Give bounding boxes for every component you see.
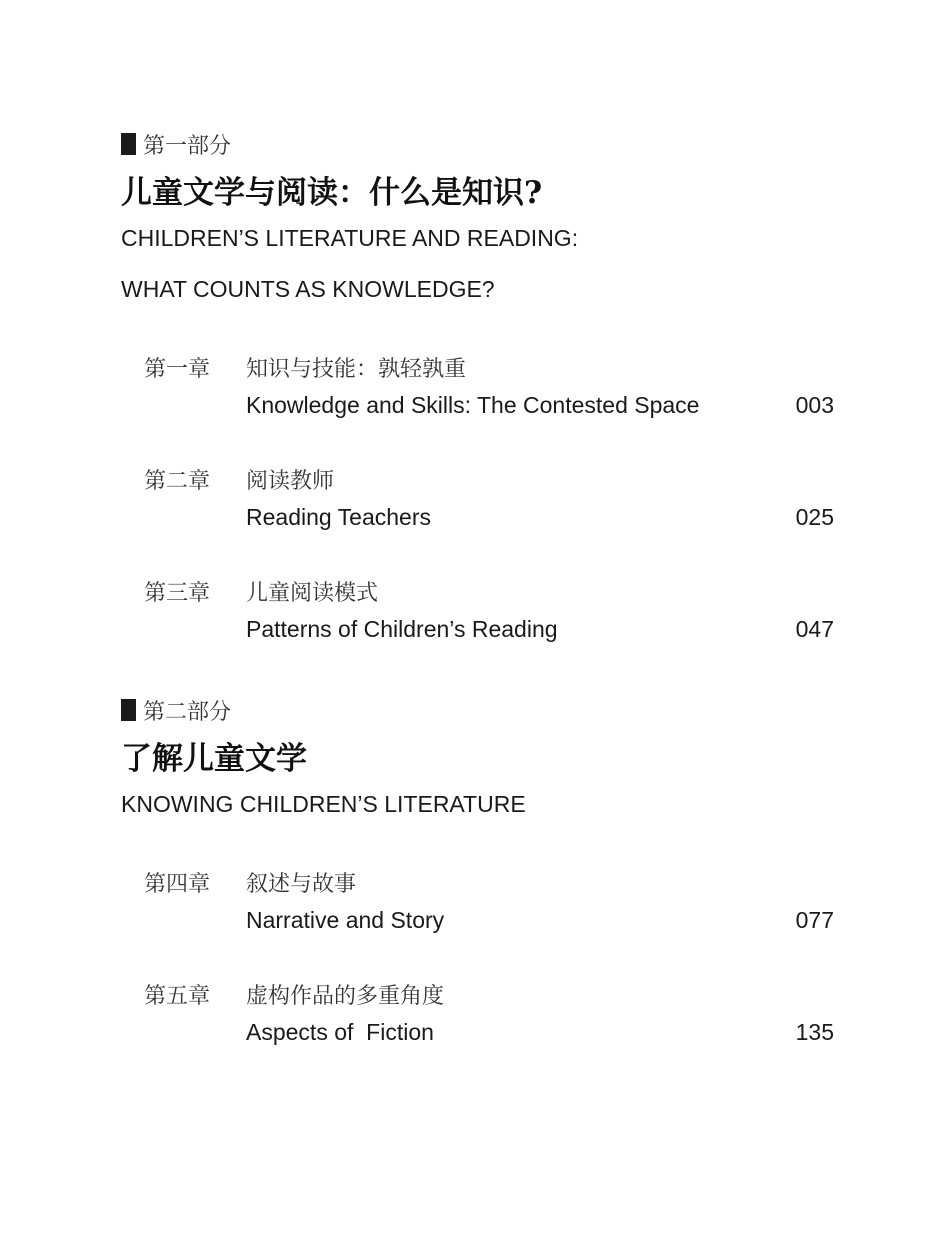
square-bullet-icon <box>121 133 136 155</box>
chapter-entry-5[interactable] <box>144 982 834 1052</box>
chapter-page-number: 003 <box>795 392 834 418</box>
chapter-title-english: Aspects of Fiction <box>246 1019 434 1045</box>
part-title-chinese: 儿童文学与阅读：什么是知识? <box>121 175 543 211</box>
chapter-title-chinese: 儿童阅读模式 <box>246 581 379 606</box>
chapter-number: 第二章 <box>144 469 211 494</box>
part-one-header <box>121 130 841 315</box>
chapter-number: 第一章 <box>144 357 211 382</box>
chapter-title-chinese: 知识与技能：孰轻孰重 <box>246 357 467 382</box>
chapter-number: 第三章 <box>144 581 211 606</box>
part-title-english-line-1: KNOWING CHILDREN’S LITERATURE <box>121 791 526 817</box>
part-label-text: 第一部分 <box>143 133 232 159</box>
chapter-entry-4[interactable] <box>144 870 834 940</box>
part-title-english-line-2: WHAT COUNTS AS KNOWLEDGE? <box>121 276 495 302</box>
part-title-english-line-1: CHILDREN’S LITERATURE AND READING: <box>121 225 579 251</box>
chapter-number: 第四章 <box>144 872 211 897</box>
chapter-title-english: Patterns of Children’s Reading <box>246 616 558 642</box>
chapter-entry-2[interactable] <box>144 467 834 537</box>
chapter-entry-1[interactable] <box>144 355 834 425</box>
chapter-page-number: 025 <box>795 504 834 530</box>
chapter-title-english: Reading Teachers <box>246 504 431 530</box>
chapter-page-number: 047 <box>795 616 834 642</box>
part-label <box>121 696 841 724</box>
chapter-title-chinese: 虚构作品的多重角度 <box>246 984 445 1009</box>
chapter-number: 第五章 <box>144 984 211 1009</box>
part-two-header <box>121 696 841 830</box>
chapter-entry-3[interactable] <box>144 579 834 649</box>
square-bullet-icon <box>121 699 136 721</box>
part-title-chinese: 了解儿童文学 <box>121 741 307 777</box>
chapter-title-chinese: 阅读教师 <box>246 469 335 494</box>
chapter-page-number: 077 <box>795 907 834 933</box>
chapter-title-english: Narrative and Story <box>246 907 445 933</box>
chapter-title-english: Knowledge and Skills: The Contested Space <box>246 392 700 418</box>
part-label <box>121 130 841 158</box>
part-label-text: 第二部分 <box>143 699 232 725</box>
chapter-title-chinese: 叙述与故事 <box>246 872 357 897</box>
chapter-page-number: 135 <box>795 1019 834 1045</box>
